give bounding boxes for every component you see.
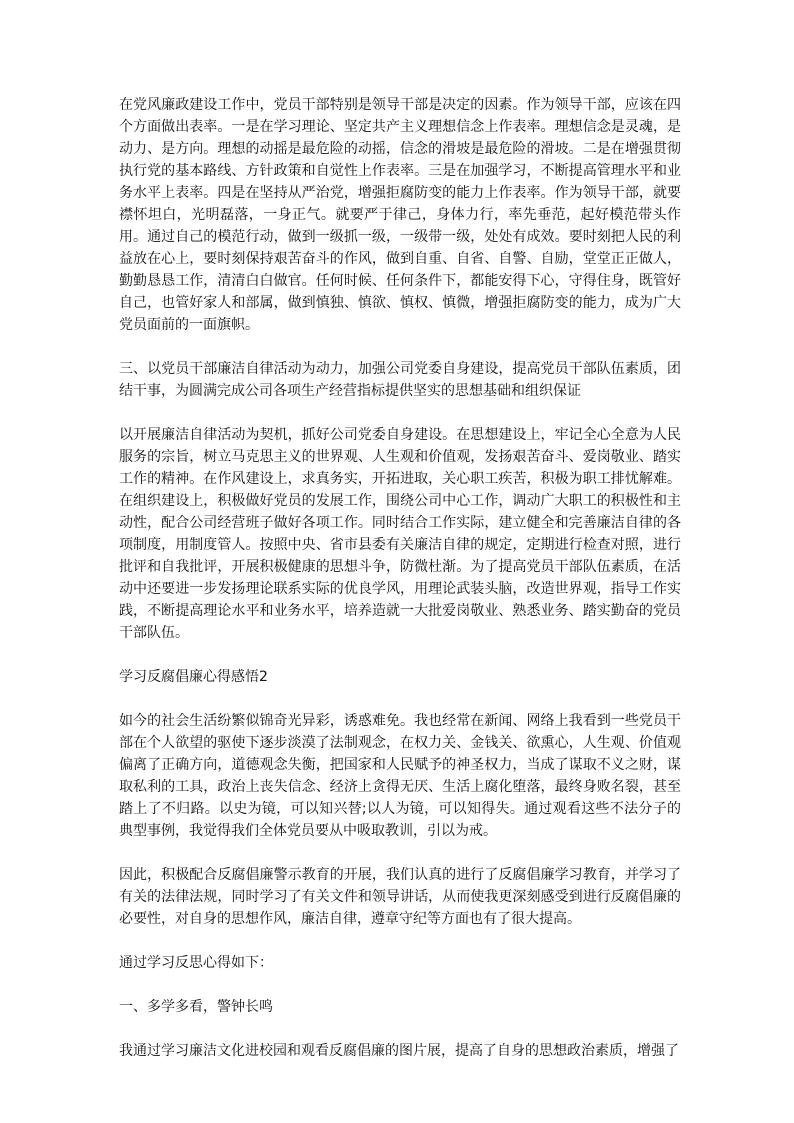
paragraph-leadership-role: 在党风廉政建设工作中，党员干部特别是领导干部是决定的因素。作为领导干部，应该在四个方面做出表率。一是在学习理论、坚定共产主义理想信念上作表率。理想信念是灵魂，是动力、是方向。理想的动摇是最危险的动摇，信念的滑坡是最危险的滑坡。二是在增强贯彻执行党的基本路线、方针政策和自觉性上作表率。三是在加强学习，不断提高管理水平和业务水平上表率。四是在坚持从严治党，增强拒腐防变的能力上作表率。作为领导干部，就要襟怀坦白，光明磊落，一身正气。就要严于律己，身体力行，率先垂范，起好模范带头作用。通过自己的模范行动，做到一级抓一级，一级带一级，处处有成效。要时刻把人民的利益放在心上，要时刻保持艰苦奋斗的作风，做到自重、自省、自警、自励，堂堂正正做人，勤勤恳恳工作，清清白白做官。任何时候、任何条件下，都能安得下心，守得住身，既管好自己，也管好家人和部属，做到慎独、慎欲、慎权、慎微，增强拒腐防变的能力，成为广大党员面前的一面旗帜。 [119, 97, 681, 333]
section-heading-three: 三、以党员干部廉洁自律活动为动力，加强公司党委自身建设，提高党员干部队伍素质，团结干事，为圆满完成公司各项生产经营指标提供坚实的思想基础和组织保证 [119, 361, 681, 399]
paragraph-study-exhibit: 我通过学习廉洁文化进校园和观看反腐倡廉的图片展，提高了自身的思想政治素质，增强了 [119, 1043, 679, 1059]
document-body [119, 94, 681, 1062]
paragraph-education: 因此，积极配合反腐倡廉警示教育的开展，我们认真的进行了反腐倡廉学习教育，并学习了有关的法律法规，同时学习了有关文件和领导讲话，从而使我更深刻感受到进行反腐倡廉的必要性，对自身的思想作风，廉洁自律，遵章守纪等方面也有了很大提高。 [119, 867, 681, 927]
paragraph-reflection-intro: 通过学习反思心得如下： [119, 955, 273, 971]
section-heading-one: 一、多学多看，警钟长鸣 [119, 999, 273, 1015]
paragraph-self-discipline: 以开展廉洁自律活动为契机，抓好公司党委自身建设。在思想建设上，牢记全心全意为人民服务的宗旨，树立马克思主义的世界观、人生观和价值观，发扬艰苦奋斗、爱岗敬业、踏实工作的精神。在作风建设上，求真务实，开拓进取，关心职工疾苦，积极为职工排忧解难。在组织建设上，积极做好党员的发展工作，围绕公司中心工作，调动广大职工的积极性和主动性，配合公司经营班子做好各项工作。同时结合工作实际，建立健全和完善廉洁自律的各项制度，用制度管人。按照中央、省市县委有关廉洁自律的规定，定期进行检查对照，进行批评和自我批评，开展积极健康的思想斗争，防微杜渐。为了提高党员干部队伍素质，在活动中还要进一步发扬理论联系实际的优良学风，用理论武装头脑，改造世界观，指导工作实践，不断提高理论水平和业务水平，培养造就一大批爱岗敬业、熟悉业务、踏实勤奋的党员干部队伍。 [119, 427, 681, 641]
article-title-2: 学习反腐倡廉心得感悟2 [119, 669, 268, 685]
paragraph-society-temptation: 如今的社会生活纷繁似锦奇光异彩，诱惑难免。我也经常在新闻、网络上我看到一些党员干部在个人欲望的驱使下逐步淡漠了法制观念，在权力关、金钱关、欲熏心，人生观、价值观偏离了正确方向，道德观念失衡，把国家和人民赋予的神圣权力，当成了谋取不义之财，谋取私利的工具，政治上丧失信念、经济上贪得无厌、生活上腐化堕落，最终身败名裂，甚至踏上了不归路。以史为镜，可以知兴替;以人为镜，可以知得失。通过观看这些不法分子的典型事例，我觉得我们全体党员要从中吸取教训，引以为戒。 [119, 713, 681, 839]
